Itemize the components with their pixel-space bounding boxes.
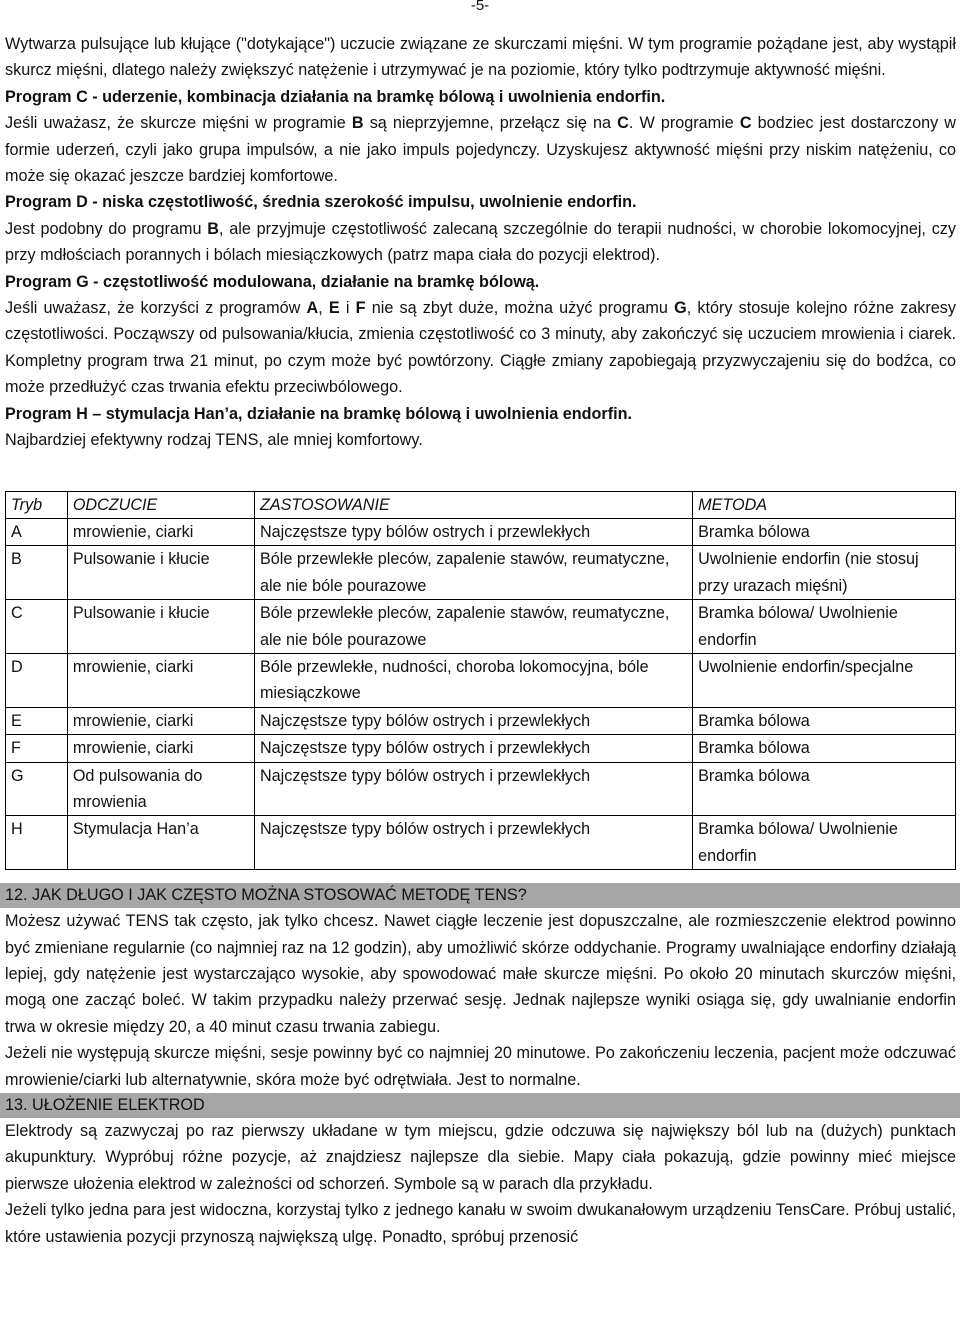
- section-13-paragraph-1: Elektrody są zazwyczaj po raz pierwszy układane w tym miejscu, gdzie odczuwa się największy ból lub na (dużych) punktach akupunktury. Wypróbuj różne pozycje, aż znajdziesz najlepsze dla siebie. Mapy ciała pokazują, gdzie powinny mieć miejsce pierwsze ułożenia elektrod w zależności od schorzeń. Symbole są w parach dla przykładu.: [5, 1122, 956, 1193]
- table-cell: mrowienie, ciarki: [67, 707, 254, 734]
- document-body: [5, 31, 956, 1250]
- table-cell: mrowienie, ciarki: [67, 735, 254, 762]
- program-letter: C: [739, 114, 752, 133]
- table-cell: Bramka bólowa/ Uwolnienie endorfin: [693, 816, 956, 870]
- table-cell: Bramka bólowa: [693, 707, 956, 734]
- program-c-text: [5, 110, 956, 189]
- table-cell: Stymulacja Han’a: [67, 816, 254, 870]
- program-letter: G: [674, 299, 687, 318]
- table-row: [6, 518, 956, 545]
- program-letter: B: [207, 219, 219, 238]
- page-number: -5-: [470, 0, 490, 14]
- table-cell: A: [6, 518, 68, 545]
- table-cell: Pulsowanie i kłucie: [67, 600, 254, 654]
- text-run: , ale przyjmuje częstotliwość zalecaną szczególnie do terapii nudności, w chorobie lokomocyjnej, czy przy mdłościach porannych i bólach miesiączkowych (patrz mapa ciała do pozycji elektrod).: [5, 219, 956, 265]
- text-run: Jest podobny do programu: [5, 219, 208, 238]
- section-13-paragraph-2: Jeżeli tylko jedna para jest widoczna, korzystaj tylko z jednego kanału w swoim dwukanałowym urządzeniu TensCare. Próbuj ustalić, które ustawienia pozycji przynoszą największą ulgę. Ponadto, spróbuj przenosić: [5, 1201, 956, 1246]
- text-run: bodziec jest dostarczony w formie uderzeń, czyli jako grupa impulsów, a nie jako impuls pojedynczy. Uzyskujesz aktywność mięśni przy niskim natężeniu, co może się okazać jeszcze bardziej komfortowe.: [5, 114, 956, 186]
- table-cell: G: [6, 762, 68, 816]
- table-cell: Bramka bólowa: [693, 735, 956, 762]
- text-run: ,: [318, 299, 329, 318]
- table-cell: Uwolnienie endorfin/specjalne: [693, 653, 956, 707]
- table-row: [6, 600, 956, 654]
- table-cell: B: [6, 546, 68, 600]
- text-run: . W programie: [628, 114, 740, 133]
- table-cell: Najczęstsze typy bólów ostrych i przewlekłych: [254, 816, 692, 870]
- program-letter: F: [355, 299, 366, 318]
- intro-paragraph: Wytwarza pulsujące lub kłujące ("dotykające") uczucie związane ze skurczami mięśni. W tym programie pożądane jest, aby wystąpił skurcz mięśni, dlatego należy zwiększyć natężenie i utrzymywać je na poziomie, który tylko podtrzymuje aktywność mięśni.: [5, 35, 956, 80]
- table-row: [6, 735, 956, 762]
- table-cell: D: [6, 653, 68, 707]
- table-cell: Najczęstsze typy bólów ostrych i przewlekłych: [254, 762, 692, 816]
- program-table: [5, 491, 956, 871]
- section-13-heading: 13. UŁOŻENIE ELEKTROD: [0, 1093, 960, 1118]
- table-row: [6, 653, 956, 707]
- text-run: i: [339, 299, 356, 318]
- table-cell: F: [6, 735, 68, 762]
- program-c-heading: Program C - uderzenie, kombinacja działania na bramkę bólową i uwolnienia endorfin.: [5, 87, 666, 106]
- table-row: [6, 762, 956, 816]
- table-cell: C: [6, 600, 68, 654]
- table-cell: mrowienie, ciarki: [67, 653, 254, 707]
- section-12-heading: 12. JAK DŁUGO I JAK CZĘSTO MOŻNA STOSOWAĆ METODĘ TENS?: [0, 883, 960, 908]
- text-run: nie są zbyt duże, można użyć programu: [365, 299, 675, 318]
- text-run: są nieprzyjemne, przełącz się na: [363, 114, 618, 133]
- table-row: [6, 816, 956, 870]
- table-cell: Bramka bólowa/ Uwolnienie endorfin: [693, 600, 956, 654]
- program-g-heading: Program G - częstotliwość modulowana, działanie na bramkę bólową.: [5, 272, 540, 291]
- table-cell: Od pulsowania do mrowienia: [67, 762, 254, 816]
- program-letter: A: [306, 299, 319, 318]
- program-d-text: [5, 216, 956, 269]
- section-12-paragraph-1: Możesz używać TENS tak często, jak tylko chcesz. Nawet ciągłe leczenie jest dopuszczalne, ale rozmieszczenie elektrod powinno być zmieniane regularnie (co najmniej raz na 12 godzin), aby umożliwić skórze oddychanie. Programy uwalniające endorfiny działają lepiej, gdy natężenie jest wystarczająco wysokie, aby spowodować małe skurcze mięśni. Po około 20 minutach skurczów mięśni, mogą one zacząć boleć. W takim przypadku należy przerwać sesję. Jednak najlepsze wyniki osiąga się, gdy uwalnianie endorfin trwa w okresie między 20, a 40 minut czasu trwania zabiegu.: [5, 912, 956, 1036]
- table-cell: E: [6, 707, 68, 734]
- table-cell: mrowienie, ciarki: [67, 518, 254, 545]
- program-letter: B: [351, 114, 364, 133]
- table-cell: Bramka bólowa: [693, 518, 956, 545]
- table-row: [6, 707, 956, 734]
- program-d-heading: Program D - niska częstotliwość, średnia szerokość impulsu, uwolnienie endorfin.: [5, 193, 637, 212]
- program-g-text: [5, 295, 956, 401]
- text-run: , który stosuje kolejno różne zakresy częstotliwości. Począwszy od pulsowania/kłucia, zmienia częstotliwość co 3 minuty, aby zakończyć się uczuciem mrowienia i ciarek. Kompletny program trwa 21 minut, po czym może być powtórzony. Ciągłe zmiany zapobiegają przyzwyczajeniu się do bodźca, co może przedłużyć czas trwania efektu przeciwbólowego.: [5, 299, 956, 397]
- table-cell: Bramka bólowa: [693, 762, 956, 816]
- table-header-cell: METODA: [693, 491, 956, 518]
- text-run: Jeśli uważasz, że skurcze mięśni w programie: [5, 114, 352, 133]
- table-cell: Najczęstsze typy bólów ostrych i przewlekłych: [254, 735, 692, 762]
- table-header-cell: ZASTOSOWANIE: [254, 491, 692, 518]
- table-cell: H: [6, 816, 68, 870]
- section-12-paragraph-2: Jeżeli nie występują skurcze mięśni, sesje powinny być co najmniej 20 minutowe. Po zakończeniu leczenia, pacjent może odczuwać mrowienie/ciarki lub alternatywnie, skóra może być odrętwiała. Jest to normalne.: [5, 1044, 956, 1089]
- table-header-cell: Tryb: [6, 491, 68, 518]
- program-letter: E: [328, 299, 340, 318]
- table-cell: Bóle przewlekłe, nudności, choroba lokomocyjna, bóle miesiączkowe: [254, 653, 692, 707]
- table-cell: Bóle przewlekłe pleców, zapalenie stawów, reumatyczne, ale nie bóle pourazowe: [254, 600, 692, 654]
- table-cell: Pulsowanie i kłucie: [67, 546, 254, 600]
- table-cell: Najczęstsze typy bólów ostrych i przewlekłych: [254, 707, 692, 734]
- table-cell: Najczęstsze typy bólów ostrych i przewlekłych: [254, 518, 692, 545]
- program-letter: C: [617, 114, 629, 133]
- table-header-row: [6, 491, 956, 518]
- table-row: [6, 546, 956, 600]
- table-header-cell: ODCZUCIE: [67, 491, 254, 518]
- program-h-text: Najbardziej efektywny rodzaj TENS, ale mniej komfortowy.: [5, 431, 423, 450]
- text-run: Jeśli uważasz, że korzyści z programów: [5, 299, 307, 318]
- table-cell: Uwolnienie endorfin (nie stosuj przy urazach mięśni): [693, 546, 956, 600]
- program-h-heading: Program H – stymulacja Han’a, działanie na bramkę bólową i uwolnienia endorfin.: [5, 404, 632, 423]
- table-cell: Bóle przewlekłe pleców, zapalenie stawów, reumatyczne, ale nie bóle pourazowe: [254, 546, 692, 600]
